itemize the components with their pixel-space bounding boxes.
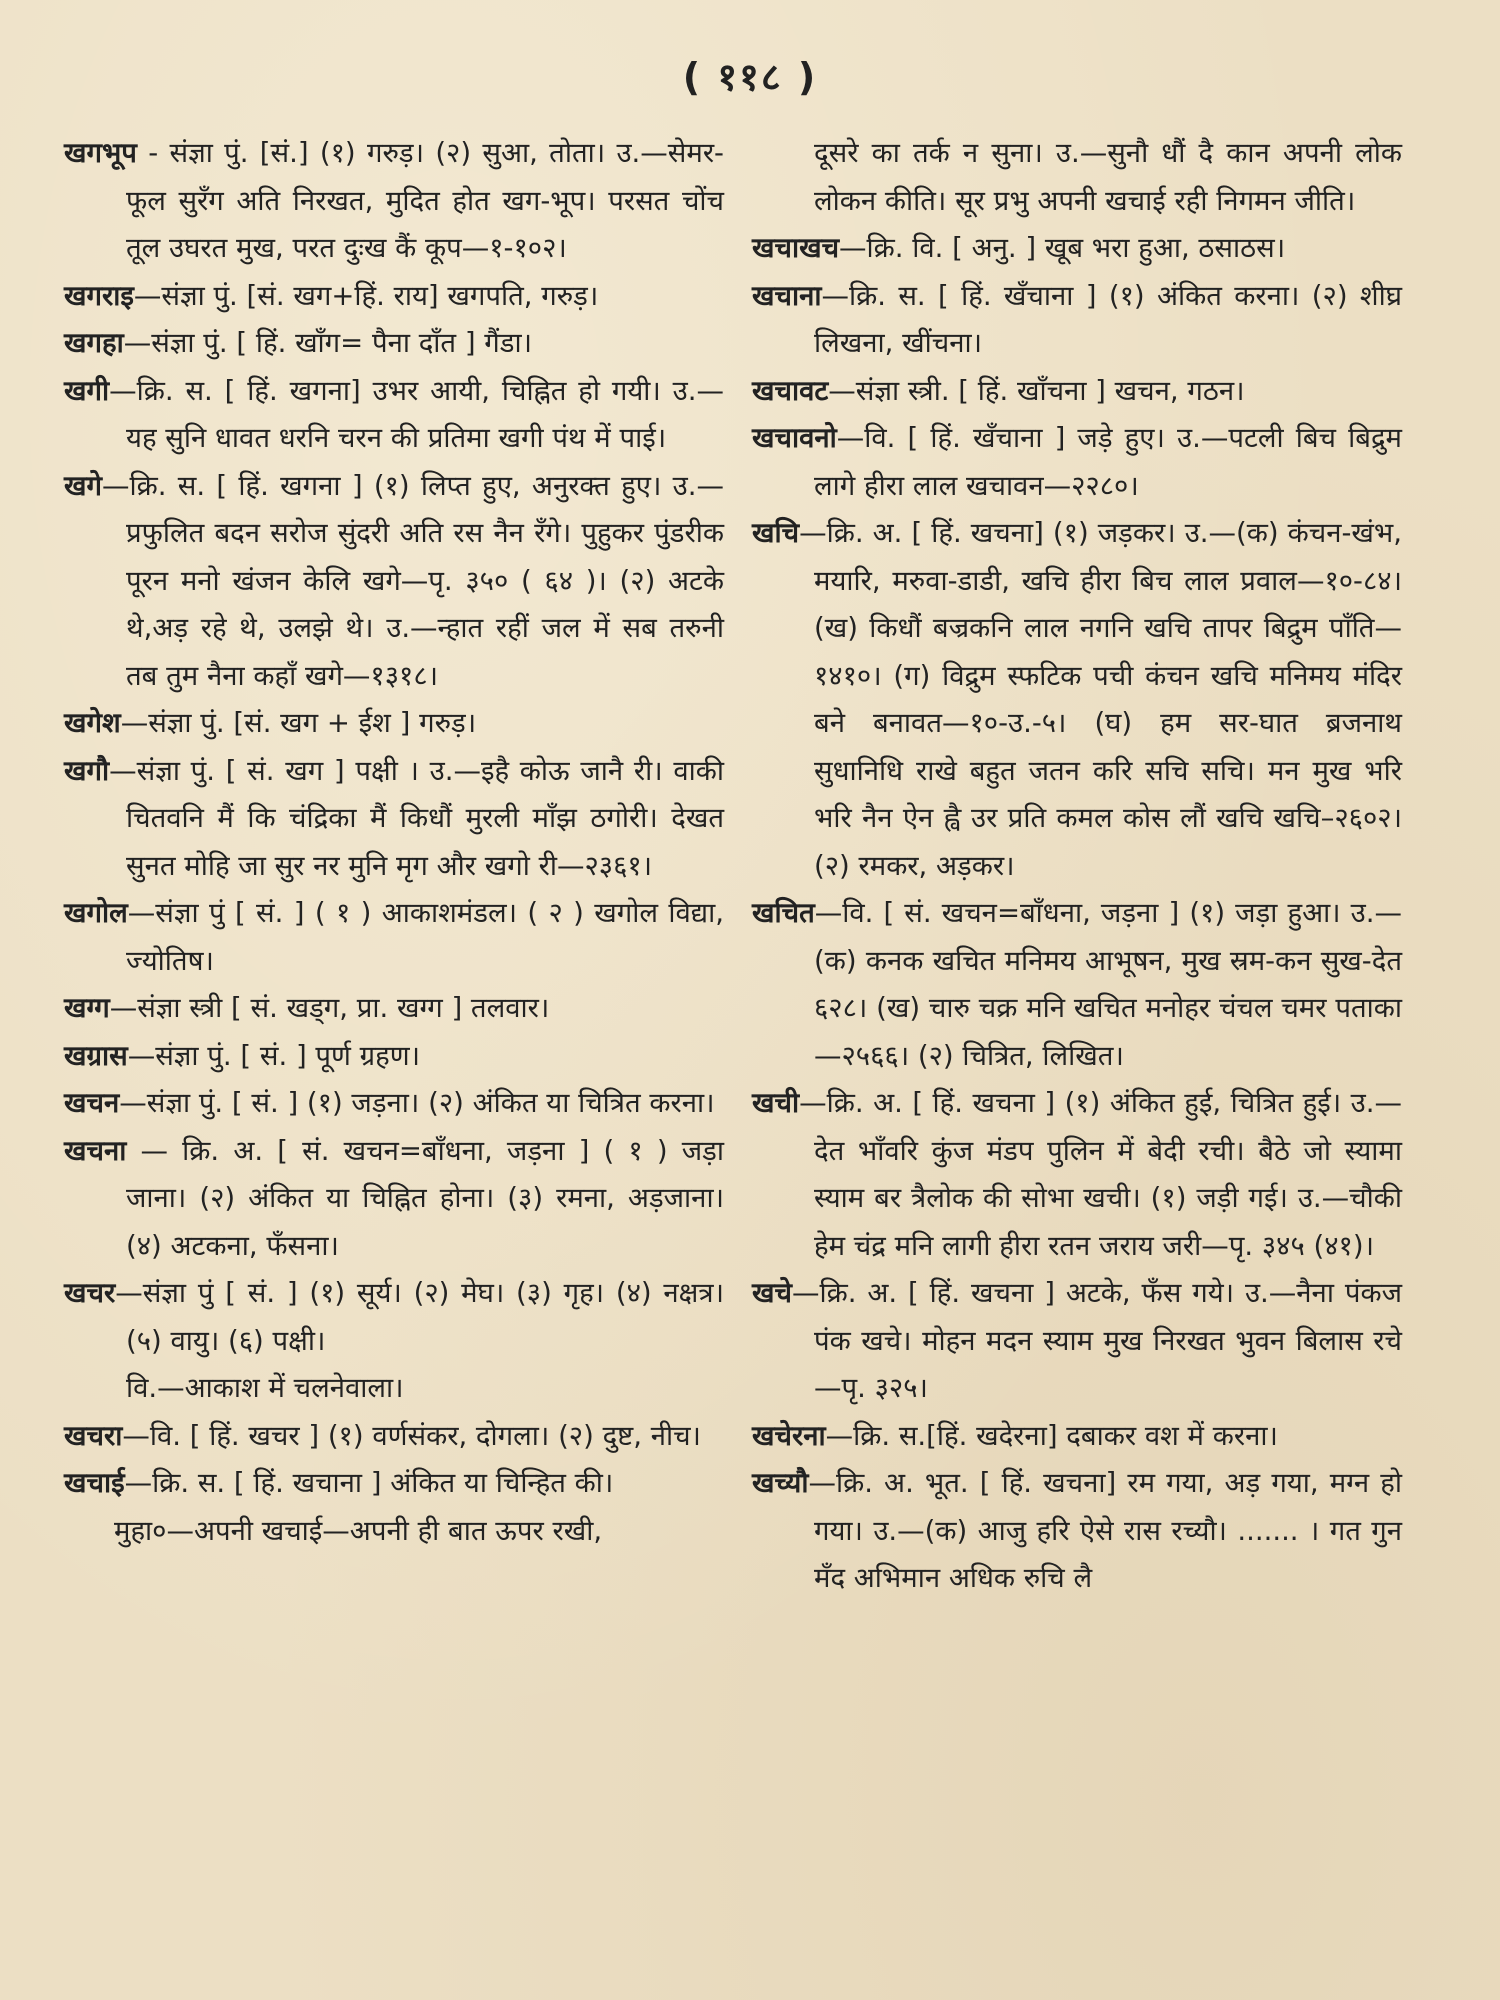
dictionary-entry: [752, 890, 1402, 1080]
entry-headword: खग्रास: [64, 1039, 128, 1072]
entry-definition: —क्रि. स. [ हिं. खगना] उभर आयी, चिह्नित हो गयी। उ.— यह सुनि धावत धरनि चरन की प्रतिमा खगी पंथ में पाई।: [109, 374, 724, 454]
dictionary-entry: [64, 1080, 724, 1128]
dictionary-entry: [64, 130, 724, 273]
entry-headword: खचन: [64, 1087, 120, 1119]
entry-definition: —क्रि. अ. [ हिं. खचना ] (१) अंकित हुई, चित्रित हुई। उ.—देत भाँवरि कुंज मंडप पुलिन में बेदी रची। बैठे जो स्यामा स्याम बर त्रैलोक की सोभा खची। (१) जड़ी गई। उ.—चौकी हेम चंद्र मनि लागी हीरा रतन जराय जरी—पृ. ३४५ (४१)।: [799, 1087, 1402, 1262]
entry-headword: खची: [752, 1087, 800, 1119]
entry-headword: खचित: [752, 897, 815, 929]
entry-definition: —क्रि. स.[हिं. खदेरना] दबाकर वश में करना।: [825, 1419, 1278, 1452]
dictionary-entry: [64, 1270, 724, 1365]
entry-definition: —संज्ञा पुं. [ हिं. खाँग= पैना दाँत ] गैंडा।: [123, 327, 533, 359]
dictionary-entry: [752, 1413, 1402, 1461]
dictionary-entry: [64, 985, 724, 1033]
right-column: [752, 130, 1402, 1603]
entry-headword: खचे: [752, 1277, 792, 1309]
dictionary-entry: [752, 510, 1402, 890]
entry-headword: खचरा: [64, 1419, 123, 1452]
entry-definition: —संज्ञा पुं. [ सं. ] पूर्ण ग्रहण।: [127, 1039, 421, 1072]
entry-headword: खगभूप: [64, 137, 137, 169]
dictionary-entry: [752, 273, 1402, 368]
entry-definition: —संज्ञा पुं. [सं. खग + ईश ] गरुड़।: [120, 707, 477, 739]
entry-definition: —संज्ञा पुं [ सं. ] (१) सूर्य। (२) मेघ। (३) गृह। (४) नक्षत्र। (५) वायु। (६) पक्षी।: [115, 1277, 724, 1357]
entry-definition: —क्रि. वि. [ अनु. ] खूब भरा हुआ, ठसाठस।: [839, 232, 1286, 264]
entry-headword: खगराइ: [64, 279, 134, 312]
entry-definition: —क्रि. अ. [ हिं. खचना ] अटके, फँस गये। उ.—नैना पंकज पंक खचे। मोहन मदन स्याम मुख निरखत भुवन बिलास रचे—पृ. ३२५।: [791, 1277, 1402, 1404]
dictionary-entry: [64, 1033, 724, 1081]
dictionary-entry: [64, 1413, 724, 1461]
entry-headword: खगेश: [64, 707, 121, 739]
dictionary-entry: [64, 700, 724, 748]
dictionary-entry: [752, 1270, 1402, 1413]
dictionary-entry: [752, 1460, 1402, 1603]
dictionary-entry: [752, 225, 1402, 273]
entry-definition: —संज्ञा पुं. [ सं. खग ] पक्षी । उ.—इहै कोऊ जानै री। वाकी चितवनि मैं कि चंद्रिका मैं किधौं मुरली माँझ ठगोरी। देखत सुनत मोहि जा सुर नर मुनि मृग और खगो री—२३६१।: [109, 754, 724, 882]
dictionary-entry: [752, 130, 1402, 225]
dictionary-entry: [64, 1508, 724, 1556]
dictionary-entry: [64, 368, 724, 463]
entry-definition: वि.—आकाश में चलनेवाला।: [126, 1372, 404, 1404]
dictionary-entry: [64, 1460, 724, 1508]
entry-definition: —संज्ञा स्त्री. [ हिं. खाँचना ] खचन, गठन।: [828, 374, 1245, 407]
entry-headword: खच्यौ: [752, 1467, 809, 1499]
entry-definition: —संज्ञा पुं. [ सं. ] (१) जड़ना। (२) अंकित या चित्रित करना।: [119, 1087, 715, 1119]
entry-headword: खचना: [64, 1134, 127, 1167]
dictionary-entry: [752, 415, 1402, 510]
entry-definition: —संज्ञा पुं [ सं. ] ( १ ) आकाशमंडल। ( २ ) खगोल विद्या, ज्योतिष।: [126, 897, 724, 977]
entry-headword: खगौ: [64, 754, 110, 787]
entry-definition: —क्रि. स. [ हिं. खगना ] (१) लिप्त हुए, अनुरक्त हुए। उ.—प्रफुलित बदन सरोज सुंदरी अति रस नैन रँगे। पुहुकर पुंडरीक पूरन मनो खंजन केलि खगे—पृ. ३५० ( ६४ )। (२) अटके थे,अड़ रहे थे, उलझे थे। उ.—न्हात रहीं जल में सब तरुनी तब तुम नैना कहाँ खगे—१३१८।: [101, 469, 724, 692]
page-number: ( ११८ ): [682, 55, 818, 99]
entry-definition: — क्रि. अ. [ सं. खचन=बाँधना, जड़ना ] ( १ ) जड़ा जाना। (२) अंकित या चिह्नित होना। (३) रमना, अड़जाना। (४) अटकना, फँसना।: [126, 1134, 724, 1262]
entry-definition: —संज्ञा स्त्री [ सं. खड्ग, प्रा. खग्ग ] तलवार।: [109, 992, 550, 1024]
entry-headword: खचर: [64, 1277, 116, 1309]
entry-definition: —वि. [ हिं. खचर ] (१) वर्णसंकर, दोगला। (२) दुष्ट, नीच।: [122, 1419, 701, 1452]
entry-headword: खचाना: [752, 279, 822, 312]
dictionary-entry: [64, 1128, 724, 1271]
dictionary-entry: [64, 463, 724, 701]
entry-definition: —क्रि. अ. भूत. [ हिं. खचना] रम गया, अड़ गया, मग्न हो गया। उ.—(क) आजु हरि ऐसे रास रच्यौ। ....... । गत गुन मँद अभिमान अधिक रुचि लै: [808, 1467, 1402, 1594]
dictionary-entry: [64, 320, 724, 368]
left-column: [64, 130, 724, 1555]
entry-headword: खचाई: [64, 1467, 125, 1499]
entry-headword: खचि: [752, 517, 800, 549]
entry-headword: खचावट: [752, 374, 829, 407]
entry-definition: —संज्ञा पुं. [सं. खग+हिं. राय] खगपति, गरुड़।: [133, 279, 599, 312]
dictionary-entry: [64, 748, 724, 891]
entry-definition: —क्रि. स. [ हिं. खँचाना ] (१) अंकित करना। (२) शीघ्र लिखना, खींचना।: [814, 279, 1402, 359]
entry-headword: खगहा: [64, 327, 124, 359]
dictionary-entry: [64, 1365, 724, 1413]
entry-headword: खगी: [64, 374, 110, 407]
entry-headword: खगोल: [64, 897, 128, 929]
entry-definition: मुहा०—अपनी खचाई—अपनी ही बात ऊपर रखी,: [114, 1514, 603, 1547]
entry-definition: दूसरे का तर्क न सुना। उ.—सुनौ धौं दै कान अपनी लोक लोकन कीति। सूर प्रभु अपनी खचाई रही निगमन जीति।: [814, 137, 1402, 217]
dictionary-entry: [752, 1080, 1402, 1270]
entry-headword: खचाखच: [752, 232, 840, 264]
entry-definition: —क्रि. स. [ हिं. खचाना ] अंकित या चिन्हित की।: [124, 1467, 614, 1499]
entry-definition: —वि. [ हिं. खँचाना ] जड़े हुए। उ.—पटली बिच बिद्रुम लागे हीरा लाल खचावन—२२८०।: [814, 422, 1402, 502]
dictionary-entry: [752, 368, 1402, 416]
entry-definition: —क्रि. अ. [ हिं. खचना] (१) जड़कर। उ.—(क) कंचन-खंभ, मयारि, मरुवा-डाडी, खचि हीरा बिच लाल प्रवाल—१०-८४। (ख) किधौं बज्रकनि लाल नगनि खचि तापर बिद्रुम पाँति—१४१०। (ग) विद्रुम स्फटिक पची कंचन खचि मनिमय मंदिर बने बनावत—१०-उ.-५। (घ) हम सर-घात ब्रजनाथ सुधानिधि राखे बहुत जतन करि सचि सचि। मन मुख भरि भरि नैन ऐन ह्वै उर प्रति कमल कोस लौं खचि खचि–२६०२। (२) रमकर, अड़कर।: [799, 517, 1402, 882]
entry-headword: खगे: [64, 469, 102, 502]
dictionary-entry: [64, 890, 724, 985]
entry-definition: - संज्ञा पुं. [सं.] (१) गरुड़। (२) सुआ, तोता। उ.—सेमर-फूल सुरँग अति निरखत, मुदित होत खग-भूप। परसत चोंच तूल उघरत मुख, परत दुःख कैं कूप—१-१०२।: [126, 137, 724, 264]
entry-headword: खग्ग: [64, 992, 110, 1024]
entry-definition: —वि. [ सं. खचन=बाँधना, जड़ना ] (१) जड़ा हुआ। उ.—(क) कनक खचित मनिमय आभूषन, मुख स्रम-कन सुख-देत ६२८। (ख) चारु चक्र मनि खचित मनोहर चंचल चमर पताका—२५६६। (२) चित्रित, लिखित।: [814, 897, 1402, 1072]
entry-headword: खचेरना: [752, 1419, 826, 1452]
dictionary-entry: [64, 273, 724, 321]
entry-headword: खचावनो: [752, 422, 837, 454]
